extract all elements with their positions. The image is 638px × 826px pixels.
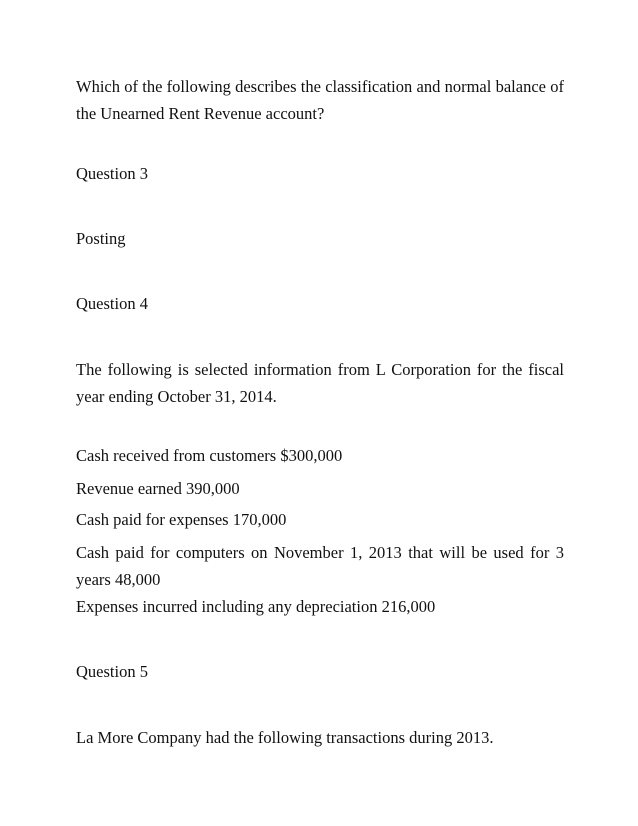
data-line: Cash paid for expenses 170,000 (76, 510, 287, 529)
question-text: The following is selected information from L Corporation for the fiscal year ending October 31, 2014. (76, 360, 564, 406)
question-heading: Question 3 (76, 164, 148, 183)
question-heading: Question 5 (76, 662, 148, 681)
question-heading: Question 4 (76, 294, 148, 313)
question-text: Which of the following describes the classification and normal balance of the Unearned Rent Revenue account? (76, 77, 564, 123)
data-line: Cash received from customers $300,000 (76, 446, 343, 465)
data-line: Revenue earned 390,000 (76, 479, 240, 498)
data-line: Expenses incurred including any depreciation 216,000 (76, 597, 436, 616)
data-line: Cash paid for computers on November 1, 2013 that will be used for 3 years 48,000 (76, 543, 564, 589)
answer-text: Posting (76, 229, 126, 248)
question-text: La More Company had the following transactions during 2013. (76, 728, 494, 747)
